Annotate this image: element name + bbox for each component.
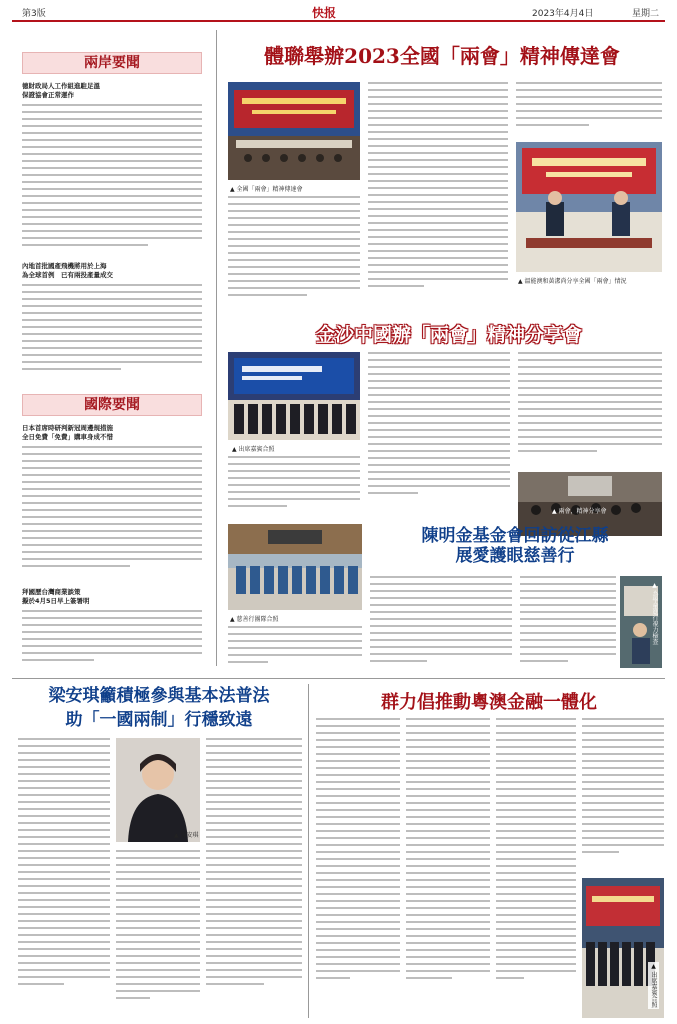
column-divider [308,684,309,1018]
photo-caption: ▲ 出席嘉賓合照 [232,446,275,453]
headline-two-sessions-briefing: 體聯舉辦2023全國「兩會」精神傳達會 [264,44,620,68]
headline-line: 全日免費「免費」購車身成不惜 [22,433,113,441]
headline-international-2 [22,588,202,606]
headline-line: 保證協會正常運作 [22,91,74,99]
section-tag-international: 國際要聞 [22,394,202,416]
photo-caption: ▲ 梁安琪 [174,832,199,839]
article-body-text [368,82,508,308]
page-number: 第3版 [22,9,46,19]
article-body-text [228,456,360,514]
article-body-text [368,352,510,514]
section-divider [12,678,665,679]
article-body-text [22,104,202,254]
article-body-text [18,738,110,1018]
headline-line: 助「一國兩制」行穩致遠 [65,710,253,730]
headline-angela-leong [18,684,300,732]
headline-line: 陳明金基金會回訪從江縣 [421,526,609,546]
headline-cross-strait-1 [22,82,202,100]
photo-briefing-stage [228,82,360,180]
article-body-text [316,718,400,1018]
headline-line: 內地首批國產飛機將用於上海 [22,262,107,270]
photo-speakers-sharing [516,142,662,272]
article-body-text [116,850,200,1018]
article-body-text [370,576,512,670]
photo-caption: ▲ 溫能澳和黃潔尚分享全國「兩會」情況 [518,278,627,285]
headline-chan-foundation [370,526,660,566]
headline-line: 拜國歷台灣商業談策 [22,588,81,596]
photo-guests-group [228,352,360,440]
article-body-text [520,576,616,670]
headline-sands-china-sharing: 金沙中國辦「兩會」精神分享會 [315,324,582,346]
page-header [12,4,665,22]
photo-charity-team [228,524,362,610]
photo-angela-leong [116,738,200,842]
photo-caption: ▲ 慈善行團隊合照 [230,616,279,623]
headline-line: 德財政局人工作組進駐足溫 [22,82,100,90]
section-tag-cross-strait: 兩岸要聞 [22,52,202,74]
newspaper-logo: 快报 [312,6,337,20]
issue-date: 2023年4月4日 [532,9,594,19]
column-divider [216,30,217,666]
article-body-text [516,82,662,136]
article-body-text [22,610,202,666]
photo-caption: ▲ 為學童進行視力檢查 [651,582,658,645]
article-body-text [518,352,662,468]
headline-line: 為全球首例 已有兩投產量成交 [22,271,113,279]
headline-line: 梁安琪籲積極參與基本法普法 [48,686,270,706]
article-body-text [22,284,202,380]
article-body-text [206,738,302,1018]
article-body-text [228,196,360,308]
headline-cross-strait-2 [22,262,202,280]
issue-weekday: 星期二 [631,9,659,19]
article-body-text [582,718,664,874]
photo-caption: ▲ 全國「兩會」精神傳達會 [230,186,303,193]
article-body-text [22,446,202,582]
headline-line: 日本首席時研判新冠周邊規措施 [22,424,113,432]
headline-guangdong-macao-finance: 群力倡推動粵澳金融一體化 [381,692,597,713]
article-body-text [406,718,490,1018]
article-body-text [496,718,576,1018]
headline-line: 擬於4月5日早上簽署明 [22,597,90,605]
left-news-column [12,30,212,668]
photo-caption: ▲ 兩會，精神分享會 [552,508,607,515]
headline-line: 展愛護眼慈善行 [455,546,575,566]
headline-international-1 [22,424,202,442]
article-body-text [228,626,362,670]
photo-caption: ▲ 出席嘉賓合照 [650,963,657,1008]
